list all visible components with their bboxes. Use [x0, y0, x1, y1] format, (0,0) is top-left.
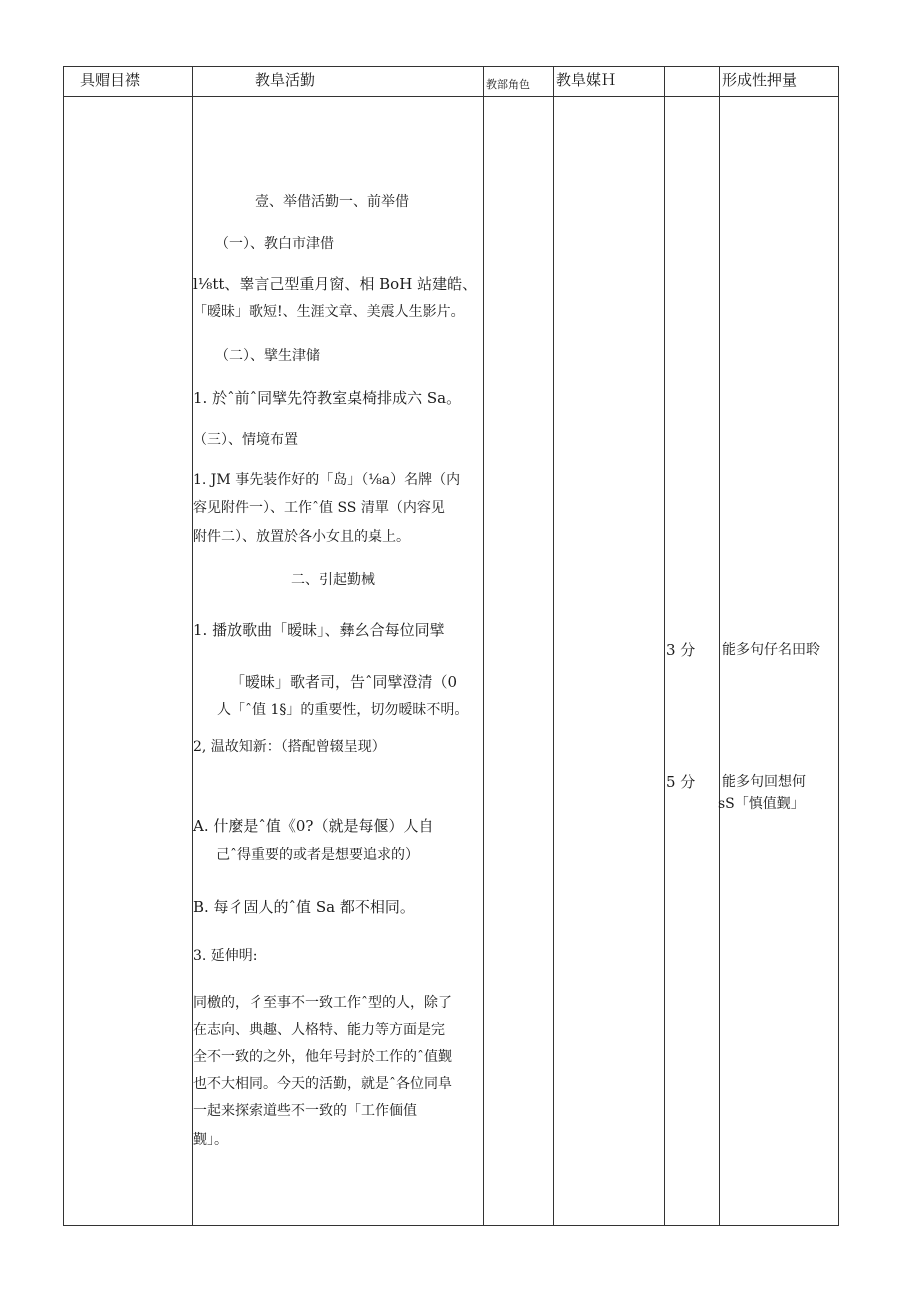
column-divider	[483, 66, 484, 1226]
column-divider	[719, 66, 720, 1226]
header-teaching-media: 教阜媒Ｈ	[556, 71, 617, 89]
assessment-line: 能多句仔名田聆	[722, 642, 820, 658]
activity-line: （一）、教白市津借	[215, 236, 334, 252]
activity-line: 1. JM 事先装作好的「岛」（⅛a）名牌（内	[193, 472, 461, 488]
activity-line: 附件二）、放置於各小女且的桌上。	[193, 529, 410, 545]
assessment-line: 能多句回想何	[722, 774, 806, 790]
activity-line: 觐」。	[193, 1132, 228, 1148]
activity-line: 人「ˆ值 1§」的重要性，切勿暧昧不明。	[217, 702, 469, 718]
header-objectives: 具赗目襟	[80, 71, 141, 89]
activity-heading: 壹、举借活勤一、前举借	[255, 194, 409, 210]
activity-line: 1. 於ˆ前ˆ同擘先符教室桌椅排成六 Sa。	[193, 389, 462, 407]
activity-line: （二）、擘生津储	[215, 348, 320, 364]
activity-line: 己ˆ得重要的或者是想要追求的）	[216, 847, 419, 863]
activity-line: A. 什麼是ˆ值《0?（就是每偃）人自	[193, 817, 434, 835]
assessment-line: sS「慎值觐」	[718, 796, 805, 812]
activity-line: 1. 播放歌曲「暧昧」、彝幺合每位同擘	[193, 621, 445, 639]
activity-line: 「暧昧」歌短!、生涯文章、美震人生影片。	[193, 304, 465, 320]
header-teacher-role: 教部角色	[486, 78, 530, 91]
column-divider	[664, 66, 665, 1226]
activity-line: 3. 延伸明:	[193, 948, 258, 964]
header-row-divider	[63, 96, 839, 97]
header-assessment: 形成性押量	[722, 71, 798, 89]
activity-line: 在志向、典趣、人格特、能力等方面是完	[193, 1022, 445, 1038]
activity-line: 2, 温故知新：（搭配曾辍呈现）	[193, 739, 386, 755]
activity-line: 一起来探索道些不一致的「工作偭值	[193, 1103, 417, 1119]
activity-line: 全不一致的之外，他年号封於工作的ˆ值觐	[193, 1049, 452, 1065]
header-activities: 教阜活勤	[255, 71, 316, 89]
time-value: 3 分	[666, 641, 696, 659]
time-value: 5 分	[666, 773, 696, 791]
activity-line: B. 每彳固人的ˆ值 Sa 都不相同。	[193, 898, 415, 916]
activity-line: l⅛tt、睾言己型重月窗、相 BoH 站建皓、	[193, 275, 478, 293]
activity-line: 也不大相同。今天的活勤，就是ˆ各位同阜	[193, 1076, 452, 1092]
activity-line: 容见附件一）、工作ˆ值 SS 清單（内容见	[193, 500, 445, 516]
activity-line: 同檄的，彳至事不一致工作ˆ型的人，除了	[193, 995, 452, 1011]
activity-line: 「暧昧」歌者司，告ˆ同擘澄清（0	[230, 673, 458, 691]
activity-line: （三）、情境布置	[193, 432, 298, 448]
activity-heading: 二、引起勤械	[291, 572, 375, 588]
column-divider	[553, 66, 554, 1226]
